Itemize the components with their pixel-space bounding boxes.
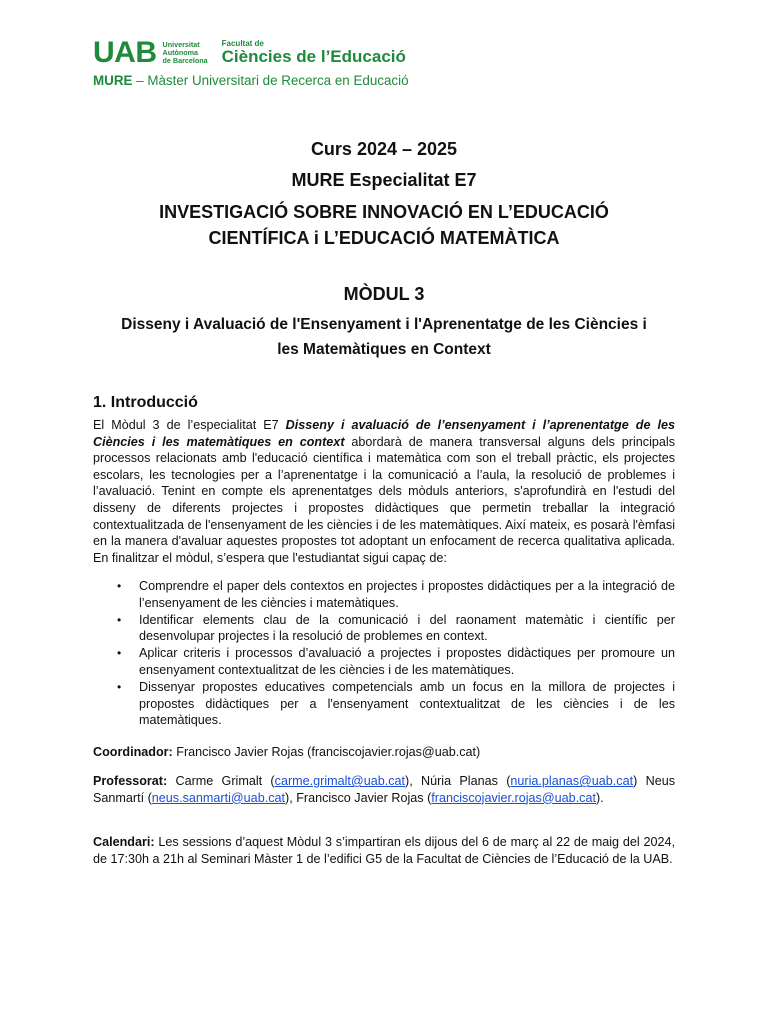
- uab-subtitle: Universitat Autònoma de Barcelona: [162, 40, 208, 65]
- email-link-rojas[interactable]: franciscojavier.rojas@uab.cat: [431, 790, 596, 805]
- coordinator-info: Coordinador: Francisco Javier Rojas (franciscojavier.rojas@uab.cat): [93, 745, 481, 759]
- coordinator-label: Coordinador:: [93, 745, 173, 759]
- uab-wordmark: UAB: [93, 36, 157, 69]
- list-item: • Aplicar criteris i processos d’avaluació a projectes i propostes didàctiques per promoure un ensenyament contextualitzat de les ciències i de les matemàtiques.: [117, 646, 675, 677]
- email-link-planas[interactable]: nuria.planas@uab.cat: [510, 774, 634, 788]
- faculty-logo: [222, 39, 406, 66]
- intro-paragraph: El Mòdul 3 de l’especialitat E7 Disseny i avaluació de l’ensenyament i l’aprenentatge de les Ciències i les matemàtiques en context abordarà de manera transversal alguns dels principals processos relacionats amb l'educació científica i matemàtica com son el treball pràctic, els projectes escolars, les tecnologies per a l’aprenentatge i la comunicació a l’aula, la resolució de problemes i l’avaluació. Tenint en compte els aprenentatges dels mòduls anteriors, s'aprofundirà en l'estudi del disseny de diferents projectes i propostes didàctiques que permetin treballar la integració contextualitzada de l'ensenyament de les ciències i de les matemàtiques. Així mateix, es posarà l'èmfasi en la manera d'avaluar aquestes propostes tot adoptant un enfocament de recerca qualitativa aplicada. En finalitzar el mòdul, s’espera que l'estudiantat sigui capaç de:: [93, 418, 676, 565]
- main-title-line-2: CIENTÍFICA i L’EDUCACIÓ MATEMÀTICA: [208, 228, 560, 248]
- list-item: • Dissenyar propostes educatives competencials amb un focus en la millora de projectes i propostes didàctiques per a l'ensenyament contextualitzat de les ciències i de les matemàtiques.: [117, 680, 675, 728]
- module-title: MÒDUL 3: [343, 284, 425, 304]
- bullet-icon: •: [117, 680, 122, 695]
- module-subtitle-line-1: Disseny i Avaluació de l'Ensenyament i l'Aprenentatge de les Ciències i: [121, 316, 647, 333]
- bullet-icon: •: [117, 646, 122, 661]
- course-title: Curs 2024 – 2025: [310, 139, 458, 159]
- module-subtitle: [0, 312, 768, 362]
- main-title-line-1: INVESTIGACIÓ SOBRE INNOVACIÓ EN L’EDUCACIÓ: [159, 202, 609, 222]
- faculty-label: Professorat:: [93, 774, 168, 788]
- main-title: [0, 199, 768, 251]
- email-link-sanmarti[interactable]: neus.sanmarti@uab.cat: [151, 790, 285, 805]
- faculty-info: Professorat: Carme Grimalt (carme.grimalt@uab.cat), Núria Planas (nuria.planas@uab.cat) Neus Sanmartí (neus.sanmarti@uab.cat), Francisco Javier Rojas (franciscojavier.rojas@uab.cat).: [93, 774, 675, 805]
- module-subtitle-line-2: les Matemàtiques en Context: [277, 341, 491, 358]
- uab-logo: [93, 36, 406, 69]
- faculty-small-text: Facultat de: [221, 39, 264, 48]
- bullet-icon: •: [117, 579, 122, 593]
- calendar-info: Calendari: Les sessions d’aquest Mòdul 3 s’impartiran els dijous del 6 de març al 22 de maig del 2024, de 17:30h a 21h al Seminari Màster 1 de l’edifici G5 de la Facultat de Ciències de l’Educació de la UAB.: [93, 835, 675, 866]
- bullet-icon: •: [117, 612, 122, 627]
- calendar-label: Calendari:: [93, 835, 155, 849]
- section-heading-introduction: 1. Introducció: [93, 394, 198, 411]
- module-title-emphasis: Disseny i avaluació de l’ensenyament i l’aprenentatge de les Ciències i les matemàtiques en context: [93, 418, 676, 449]
- list-item: • Comprendre el paper dels contextos en projectes i propostes didàctiques per a la integració de l’ensenyament de les ciències i matemàtiques.: [117, 579, 675, 610]
- list-item: • Identificar elements clau de la comunicació i del raonament matemàtic i científic per desenvolupar projectes i la resolució de problemes en context.: [117, 612, 675, 644]
- faculty-name: Ciències de l’Educació: [221, 47, 406, 66]
- program-name: MURE – Màster Universitari de Recerca en Educació: [93, 73, 409, 88]
- specialty-title: MURE Especialitat E7: [291, 170, 477, 190]
- objectives-list: [93, 578, 675, 729]
- email-link-grimalt[interactable]: carme.grimalt@uab.cat: [274, 774, 406, 788]
